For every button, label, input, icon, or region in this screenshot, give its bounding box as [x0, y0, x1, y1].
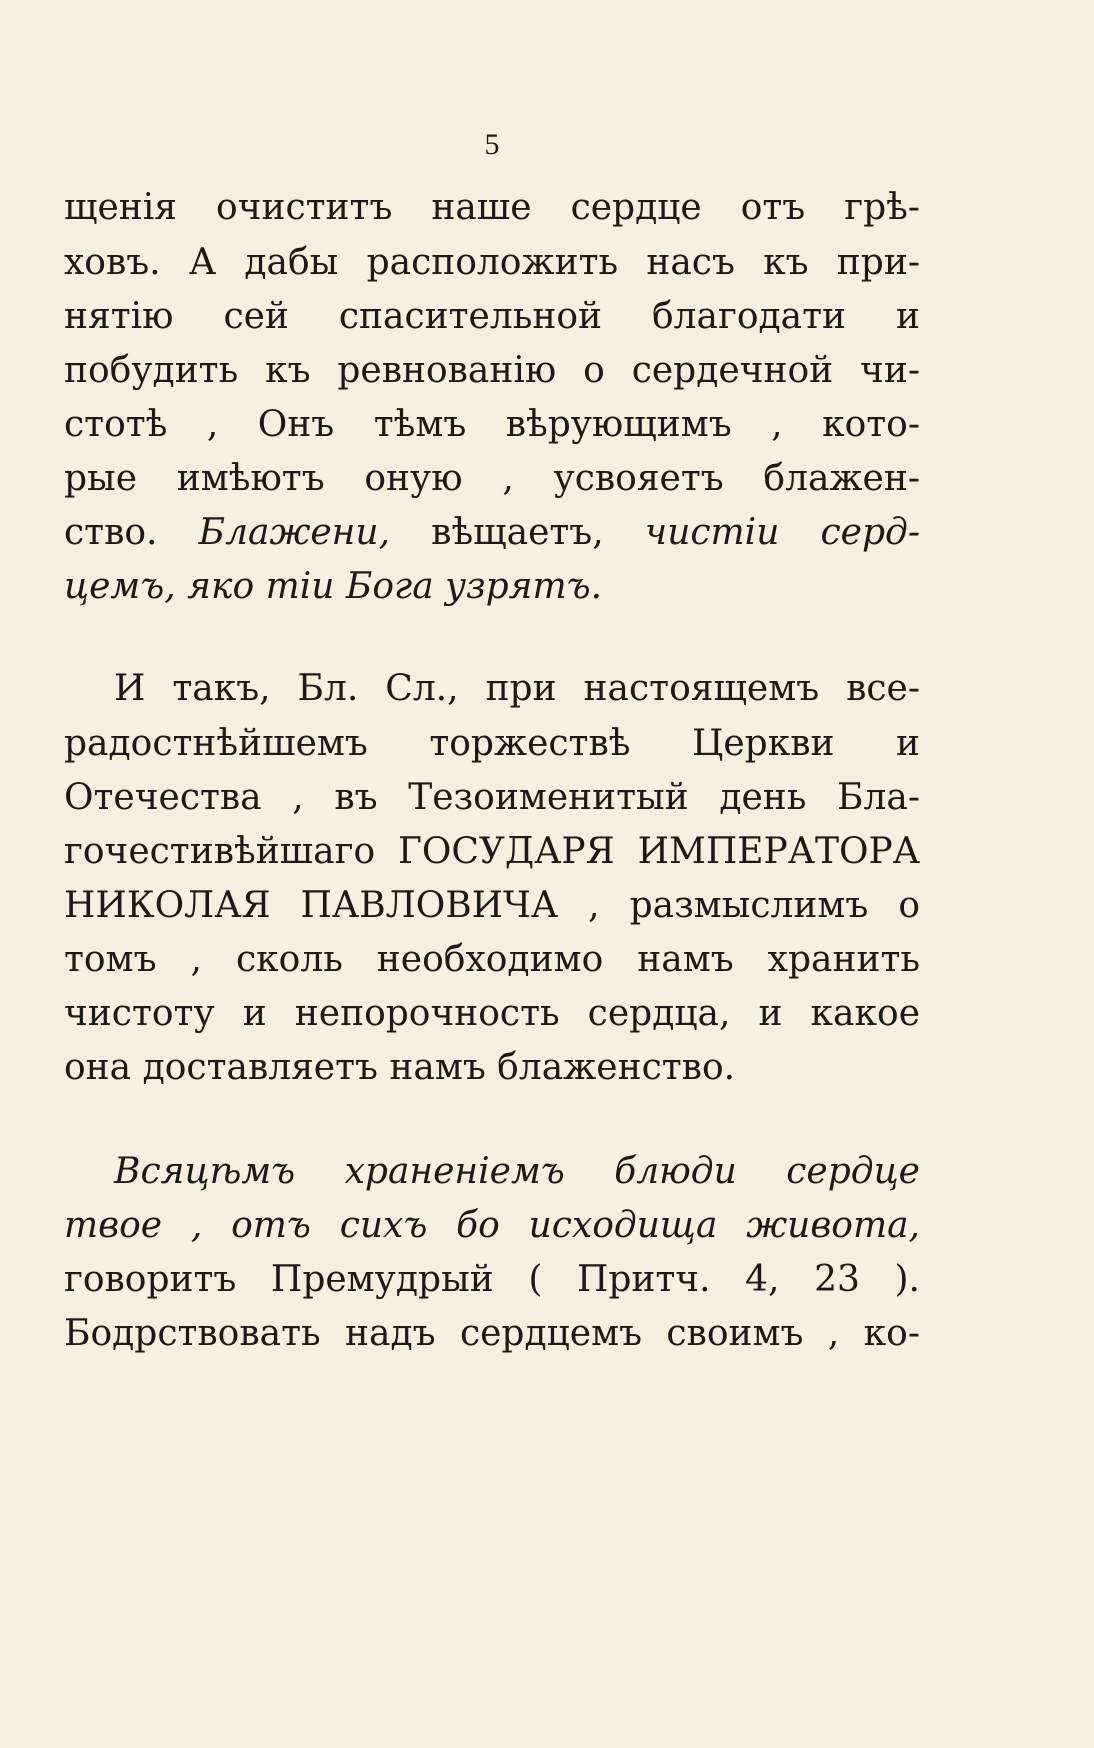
text-line: Бодрствовать надъ сердцемъ своимъ , ко-	[64, 1313, 920, 1354]
text-line: ховъ. А дабы расположить насъ къ при-	[64, 242, 920, 283]
text-line: щенія очиститъ наше сердце отъ грѣ-	[64, 187, 920, 228]
italic-span: чистіи серд-	[644, 512, 920, 553]
text-line: стотѣ , Онъ тѣмъ вѣрующимъ , кото-	[64, 404, 920, 445]
text-line: рые имѣютъ оную , усвояетъ блажен-	[64, 458, 920, 499]
text-line: твое , отъ сихъ бо исходища живота,	[64, 1205, 920, 1246]
text-line: НИКОЛАЯ ПАВЛОВИЧА , размыслимъ о	[64, 885, 920, 926]
text-line-mixed	[64, 503, 920, 563]
text-line: И такъ, Бл. Сл., при настоящемъ все-	[114, 668, 920, 709]
text-line: говоритъ Премудрый ( Притч. 4, 23 ).	[64, 1259, 920, 1300]
text-line: цемъ, яко тіи Бога узрятъ.	[64, 566, 603, 607]
text-line: Всяцѣмъ храненіемъ блюди сердце	[114, 1151, 920, 1192]
text-span: ство.	[64, 512, 158, 553]
text-line: радостнѣйшемъ торжествѣ Церкви и	[64, 723, 920, 764]
text-line: чистоту и непорочность сердца, и какое	[64, 993, 920, 1034]
text-line: побудить къ ревнованію о сердечной чи-	[64, 350, 920, 391]
text-line: нятію сей спасительной благодати и	[64, 296, 920, 337]
text-line: томъ , сколь необходимо намъ хранить	[64, 939, 920, 980]
italic-span: Блажени,	[198, 512, 391, 553]
text-span: вѣщаетъ,	[431, 512, 604, 553]
text-line: Отечества , въ Тезоименитый день Бла-	[64, 777, 920, 818]
text-line: гочестивѣйшаго ГОСУДАРЯ ИМПЕРАТОРА	[64, 831, 920, 872]
page-number: 5	[484, 128, 500, 161]
text-line: она доставляетъ намъ блаженство.	[64, 1047, 736, 1088]
